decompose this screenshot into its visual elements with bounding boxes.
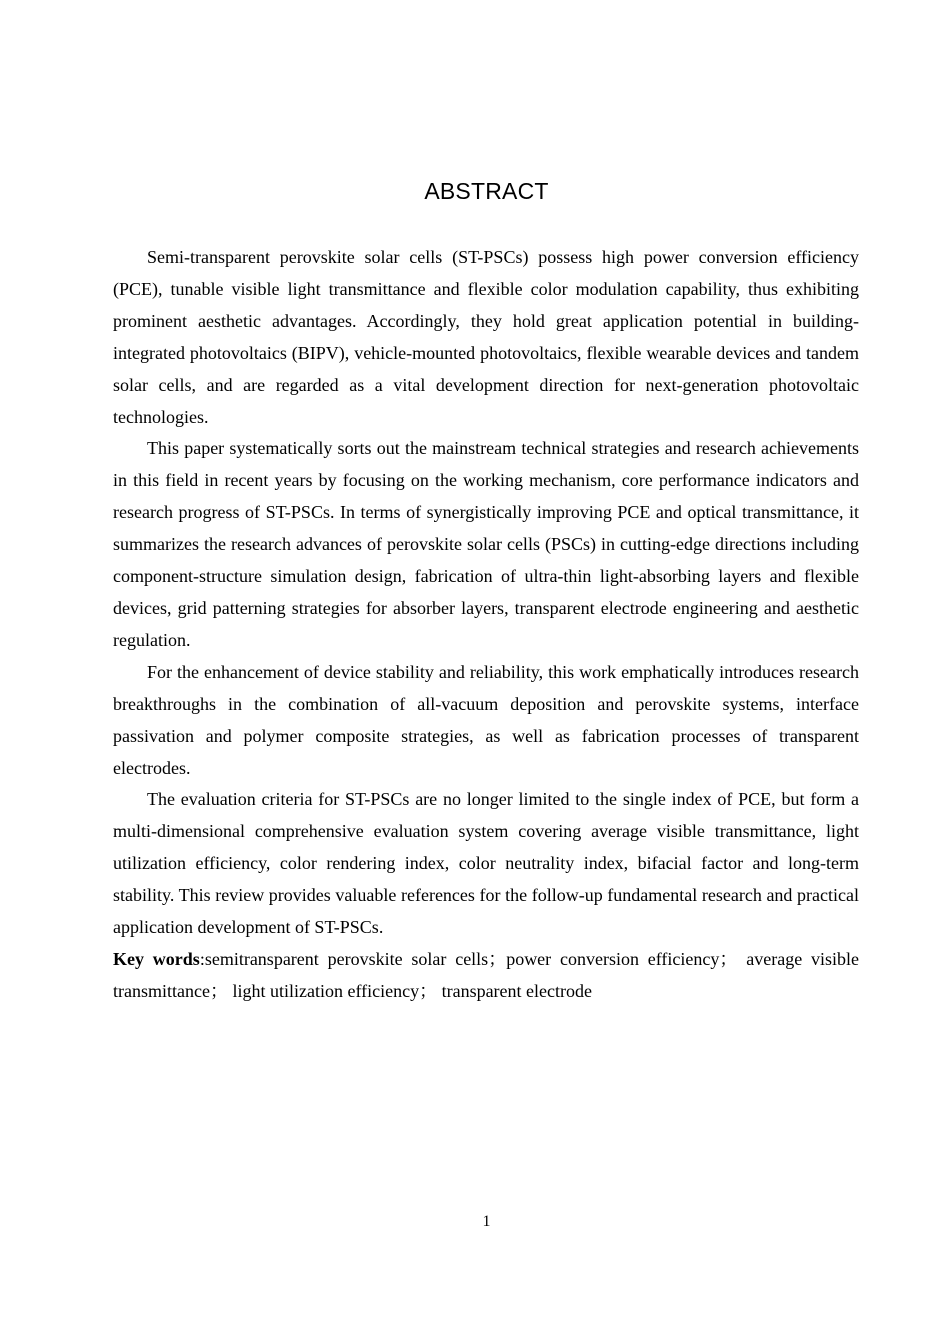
keyword-separator: ； [419, 980, 438, 1001]
page-number: 1 [482, 1213, 491, 1230]
keyword-item: transparent electrode [441, 980, 592, 1001]
abstract-body [113, 242, 859, 1008]
keyword-item: light utilization efficiency [232, 980, 420, 1001]
keyword-item: average visible transmittance [113, 948, 859, 1001]
abstract-paragraph-3: For the enhancement of device stability and reliability, this work emphatically introduces research breakthroughs in the combination of all-vacuum deposition and perovskite systems, interface passivation and polymer composite strategies, as well as fabrication processes of transparent electrodes. [113, 661, 859, 778]
abstract-paragraph-2: This paper systematically sorts out the mainstream technical strategies and research achievements in this field in recent years by focusing on the working mechanism, core performance indicators and research progress of ST-PSCs. In terms of synergistically improving PCE and optical transmittance, it summarizes the research advances of perovskite solar cells (PSCs) in cutting-edge directions including component-structure simulation design, fabrication of ultra-thin light-absorbing layers and flexible devices, grid patterning strategies for absorber layers, transparent electrode engineering and aesthetic regulation. [113, 438, 859, 650]
keywords-colon: : [199, 948, 205, 969]
keywords-line [113, 944, 859, 1008]
keyword-separator: ； [719, 948, 738, 969]
keyword-separator: ； [488, 948, 507, 969]
keyword-item: power conversion efficiency [506, 948, 720, 969]
abstract-paragraph-4: The evaluation criteria for ST-PSCs are no longer limited to the single index of PCE, but form a multi-dimensional comprehensive evaluation system covering average visible transmittance, light utilization efficiency, color rendering index, color neutrality index, bifacial factor and long-term stability. This review provides valuable references for the follow-up fundamental research and practical application development of ST-PSCs. [113, 789, 859, 938]
abstract-title: ABSTRACT [424, 178, 549, 204]
keyword-separator: ； [209, 980, 228, 1001]
keyword-item: semitransparent perovskite solar cells [204, 948, 489, 969]
keywords-label: Key words [113, 948, 200, 969]
abstract-paragraph-1: Semi-transparent perovskite solar cells (ST-PSCs) possess high power conversion efficiency (PCE), tunable visible light transmittance and flexible color modulation capability, thus exhibiting prominent aesthetic advantages. Accordingly, they hold great application potential in building-integrated photovoltaics (BIPV), vehicle-mounted photovoltaics, flexible wearable devices and tandem solar cells, and are regarded as a vital development direction for next-generation photovoltaic technologies. [113, 247, 859, 427]
